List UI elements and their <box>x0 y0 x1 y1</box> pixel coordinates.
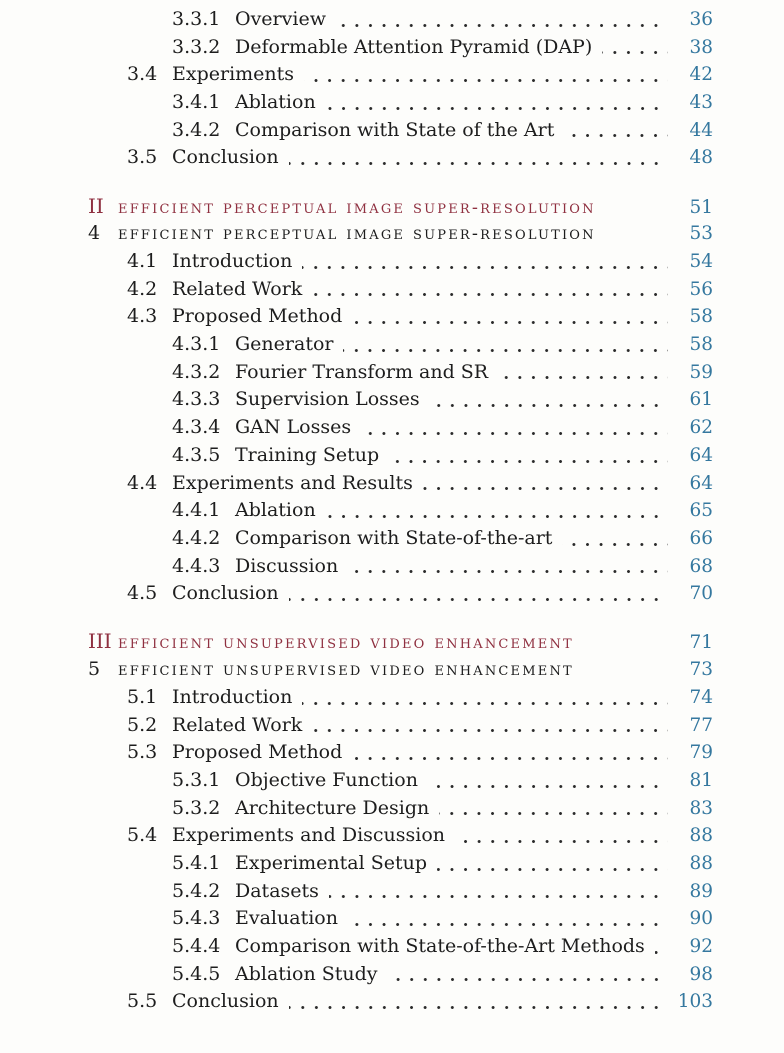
toc-entry-number: 4.3.4 <box>172 416 221 439</box>
toc-entry-title: Ablation Study <box>235 962 378 985</box>
dot-leader <box>329 895 668 898</box>
toc-entry-number: 5.3.2 <box>172 796 221 819</box>
toc-entry-title: GAN Losses <box>235 416 352 439</box>
toc-entry-number: 5.4.1 <box>172 851 221 874</box>
toc-entry-title: Conclusion <box>172 582 279 605</box>
toc-entry-number: 4.3.3 <box>172 388 221 411</box>
toc-entry-page: 70 <box>689 583 713 605</box>
toc-entry-number: 5.1 <box>127 685 158 708</box>
toc-entry-page: 103 <box>677 991 713 1013</box>
dot-leader <box>361 432 668 435</box>
dot-leader <box>326 515 668 518</box>
toc-entry-title: Objective Function <box>235 768 418 791</box>
toc-entry-title: efficient perceptual image super-resolution <box>118 223 596 245</box>
toc-entry-title: Related Work <box>172 713 303 736</box>
toc-entry-number: 5.4.3 <box>172 907 221 930</box>
toc-entry <box>86 359 713 387</box>
toc-entry-number: II <box>88 193 104 218</box>
toc-entry-number: 3.4.1 <box>172 91 221 114</box>
toc-entry-title: Conclusion <box>172 146 279 169</box>
dot-leader <box>336 24 668 27</box>
toc-entry <box>86 580 713 608</box>
toc-entry-title: Overview <box>235 8 326 30</box>
toc-entry <box>86 822 713 850</box>
dot-leader <box>304 79 668 82</box>
toc-entry-page: 58 <box>689 334 713 356</box>
toc-entry <box>86 553 713 581</box>
toc-entry-page: 44 <box>689 119 713 141</box>
dot-leader <box>439 812 668 815</box>
toc-entry-title: Comparison with State-of-the-art <box>235 526 553 549</box>
dot-leader <box>423 487 668 490</box>
toc-entry-title: Ablation <box>235 499 316 522</box>
toc-entry <box>86 61 713 89</box>
toc-entry-number: III <box>88 629 112 654</box>
toc-entry <box>86 525 713 553</box>
toc-entry-number: 5.5 <box>127 990 158 1013</box>
toc-entry-page: 66 <box>689 527 713 549</box>
toc-entry-title: Proposed Method <box>172 305 343 328</box>
toc-entry-number: 5.4.4 <box>172 935 221 957</box>
toc-entry-title: Experiments and Discussion <box>172 824 446 847</box>
dot-leader <box>302 702 668 705</box>
dot-leader <box>388 978 669 981</box>
toc-entry-number: 4.4.3 <box>172 554 221 577</box>
toc-entry-page: 68 <box>689 555 713 577</box>
dot-leader <box>289 598 668 601</box>
toc-entry <box>86 933 713 961</box>
toc-entry-page: 54 <box>689 251 713 272</box>
toc-entry <box>86 795 713 823</box>
toc-entry-title: Conclusion <box>172 990 279 1013</box>
toc-entry-page: 90 <box>689 908 713 930</box>
toc-entry-title: Training Setup <box>235 443 380 466</box>
toc-entry <box>86 193 713 221</box>
toc-entry-page: 79 <box>689 742 713 764</box>
toc-entry-number: 5.3.1 <box>172 768 221 791</box>
toc-entry-title: Datasets <box>235 879 319 902</box>
toc-entry-title: Discussion <box>235 554 339 577</box>
dot-leader <box>602 51 668 54</box>
toc-entry <box>86 767 713 795</box>
toc-entry-title: efficient unsupervised video enhancement <box>118 659 574 681</box>
dot-leader <box>606 210 668 213</box>
dot-leader <box>343 349 668 352</box>
dot-leader <box>584 674 668 677</box>
toc-entry-number: 5.4.5 <box>172 962 221 985</box>
toc-entry-page: 38 <box>689 36 713 58</box>
toc-entry-number: 5 <box>88 658 101 681</box>
toc-entry-number: 4.2 <box>127 277 158 300</box>
toc-entry <box>86 712 713 740</box>
toc-entry-title: Related Work <box>172 277 303 300</box>
toc-entry-page: 98 <box>689 963 713 985</box>
toc-entry <box>86 739 713 767</box>
dot-leader <box>606 238 668 241</box>
toc-entry-page: 74 <box>689 686 713 708</box>
dot-leader <box>289 1006 668 1009</box>
toc-entry <box>86 414 713 442</box>
toc-entry-number: 3.5 <box>127 146 158 169</box>
dot-leader <box>430 404 668 407</box>
toc-entry-number: 4.4 <box>127 471 158 494</box>
toc-entry-title: Proposed Method <box>172 741 343 764</box>
toc-entry-list <box>86 6 713 1016</box>
dot-leader <box>428 785 668 788</box>
toc-entry <box>86 905 713 933</box>
toc-entry <box>86 442 713 470</box>
toc-entry-page: 51 <box>689 196 713 218</box>
toc-entry <box>86 878 713 906</box>
toc-entry-title: Fourier Transform and SR <box>235 360 489 383</box>
toc-entry-number: 4.4.1 <box>172 499 221 522</box>
toc-entry-title: Supervision Losses <box>235 388 420 411</box>
dot-leader <box>302 266 668 269</box>
toc-entry-page: 58 <box>689 306 713 328</box>
toc-entry <box>86 144 713 172</box>
toc-entry-page: 56 <box>689 278 713 300</box>
toc-entry <box>86 656 713 684</box>
dot-leader <box>312 729 668 732</box>
dot-leader <box>326 107 668 110</box>
toc-entry-page: 81 <box>689 769 713 791</box>
toc-entry-page: 88 <box>689 852 713 874</box>
dot-leader <box>352 321 668 324</box>
toc-entry-number: 3.3.2 <box>172 35 221 58</box>
toc-entry-page: 77 <box>689 714 713 736</box>
dot-leader <box>289 162 668 165</box>
dot-leader <box>498 376 668 379</box>
dot-leader <box>437 868 668 871</box>
toc-entry <box>86 276 713 304</box>
toc-entry-number: 4.4.2 <box>172 526 221 549</box>
toc-entry-title: Architecture Design <box>235 796 430 819</box>
toc-entry <box>86 117 713 145</box>
toc-entry-number: 4.3 <box>127 305 158 328</box>
toc-entry-title: Ablation <box>235 91 316 114</box>
toc-entry-page: 43 <box>689 92 713 114</box>
toc-entry-number: 3.3.1 <box>172 8 221 30</box>
toc-entry-number: 4.3.2 <box>172 360 221 383</box>
toc-entry-number: 5.4.2 <box>172 879 221 902</box>
toc-entry-number: 4.3.5 <box>172 443 221 466</box>
toc-entry <box>86 303 713 331</box>
toc-entry <box>86 331 713 359</box>
toc-entry-page: 62 <box>689 417 713 439</box>
toc-entry-page: 73 <box>689 659 713 681</box>
toc-entry <box>86 470 713 498</box>
toc-entry-title: Comparison with State of the Art <box>235 118 555 141</box>
toc-entry <box>86 684 713 712</box>
toc-entry-title: Experimental Setup <box>235 851 428 874</box>
toc-entry-page: 61 <box>689 389 713 411</box>
toc-entry-title: Deformable Attention Pyramid (DAP) <box>235 35 593 58</box>
dot-leader <box>564 134 668 137</box>
toc-entry-number: 4 <box>88 222 101 245</box>
toc-entry-title: Experiments <box>172 63 295 86</box>
toc-entry-number: 5.3 <box>127 741 158 764</box>
toc-entry <box>86 961 713 989</box>
dot-leader <box>389 460 668 463</box>
toc-entry-page: 42 <box>689 64 713 86</box>
dot-leader <box>312 293 668 296</box>
toc-entry <box>86 850 713 878</box>
toc-entry-page: 48 <box>689 147 713 169</box>
toc-entry <box>86 6 713 34</box>
toc-entry <box>86 89 713 117</box>
toc-entry-page: 88 <box>689 825 713 847</box>
toc-entry <box>86 497 713 525</box>
toc-entry-number: 4.5 <box>127 582 158 605</box>
toc-entry-page: 65 <box>689 500 713 522</box>
dot-leader <box>584 646 668 649</box>
dot-leader <box>348 923 668 926</box>
toc-entry-page: 36 <box>689 9 713 30</box>
toc-entry-page: 83 <box>689 797 713 819</box>
toc-entry-page: 92 <box>689 936 713 957</box>
dot-leader <box>655 951 668 954</box>
toc-entry-number: 3.4.2 <box>172 118 221 141</box>
dot-leader <box>348 570 668 573</box>
toc-entry <box>86 628 713 656</box>
toc-entry-title: efficient unsupervised video enhancement <box>118 632 574 654</box>
toc-entry-title: Comparison with State-of-the-Art Methods <box>235 935 645 957</box>
toc-entry-number: 4.3.1 <box>172 333 221 356</box>
toc-entry-number: 5.2 <box>127 713 158 736</box>
toc-entry-number: 4.1 <box>127 250 158 272</box>
toc-entry <box>86 34 713 62</box>
toc-entry <box>86 220 713 248</box>
toc-entry-page: 64 <box>689 444 713 466</box>
toc-entry-page: 59 <box>689 361 713 383</box>
toc-entry-page: 89 <box>689 880 713 902</box>
toc-entry-title: Introduction <box>172 685 293 708</box>
toc-entry-title: Experiments and Results <box>172 471 413 494</box>
toc-entry-title: efficient perceptual image super-resolution <box>118 196 596 218</box>
toc-entry <box>86 988 713 1016</box>
toc-entry <box>86 248 713 276</box>
toc-entry-title: Evaluation <box>235 907 338 930</box>
dot-leader <box>455 840 668 843</box>
toc-entry-page: 53 <box>689 223 713 245</box>
toc-entry-title: Introduction <box>172 250 293 272</box>
toc-entry-page: 64 <box>689 472 713 494</box>
toc-entry <box>86 386 713 414</box>
dot-leader <box>562 543 668 546</box>
toc-entry-number: 3.4 <box>127 63 158 86</box>
toc-entry-page: 71 <box>689 632 713 654</box>
dot-leader <box>352 757 668 760</box>
toc-entry-number: 5.4 <box>127 824 158 847</box>
toc-entry-title: Generator <box>235 333 334 356</box>
